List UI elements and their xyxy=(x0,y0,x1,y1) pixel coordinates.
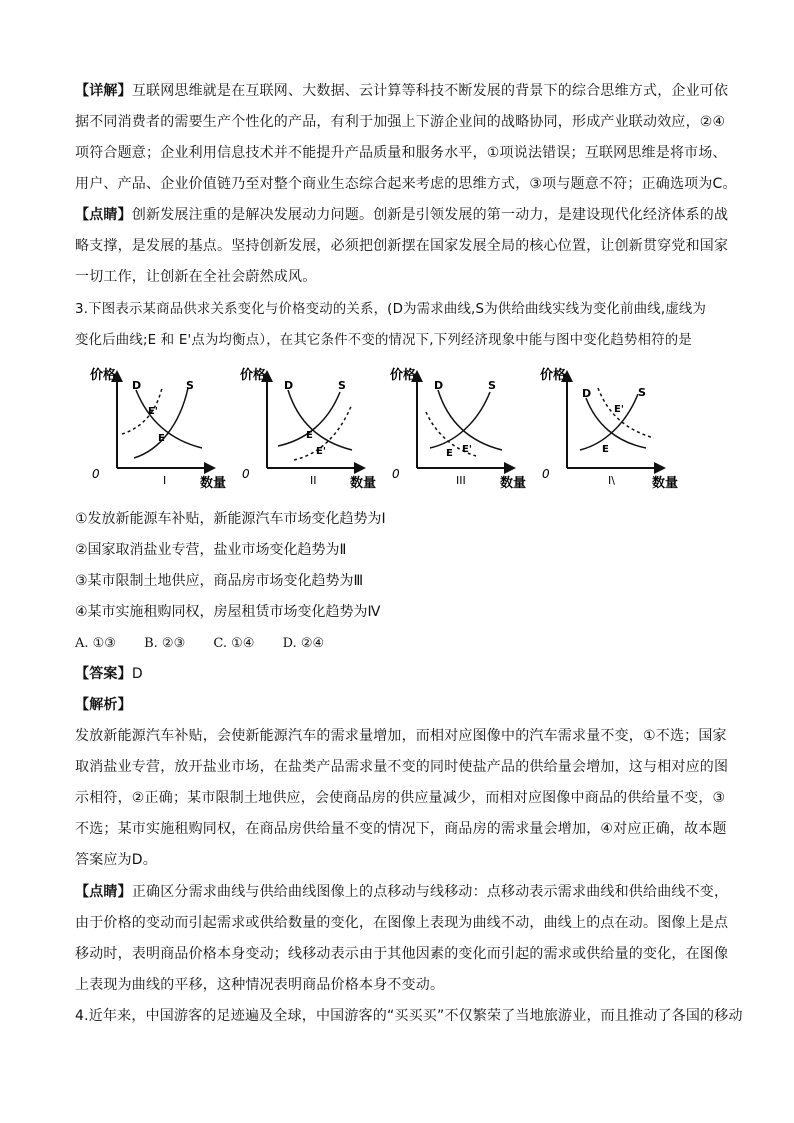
explanation-line-2: 据不同消费者的需要生产个性化的产品，有利于加强上下游企业间的战略协同，形成产业联动效应，②④ xyxy=(75,114,726,130)
choice-d: D. ②④ xyxy=(282,636,325,651)
graph-1-price-label: 价格 xyxy=(90,368,117,383)
graph-2-e-label: E xyxy=(306,430,313,441)
graph-4 xyxy=(540,367,678,491)
analysis-line-1: 发放新能源汽车补贴，会使新能源汽车的需求量增加，而相对应图像中的汽车需求量不变，①不选；国家 xyxy=(75,728,727,744)
graph-2-price-label: 价格 xyxy=(240,368,267,383)
answer-tag: 【答案】 xyxy=(75,666,132,682)
comment2-line-3: 移动时，表明商品价格本身变动；线移动表示由于其他因素的变化而引起的需求或供给量的变化，在图像 xyxy=(75,946,729,962)
analysis-tag: 【解析】 xyxy=(75,697,132,713)
comment-line-1: 【点睛】创新发展注重的是解决发展动力问题。创新是引领发展的第一动力，是建设现代化经济体系的战 xyxy=(75,207,729,223)
graph-4-e-prime-label: E' xyxy=(614,404,624,415)
comment-line-3: 一切工作，让创新在全社会蔚然成风。 xyxy=(75,269,317,285)
graph-3-e-label: E xyxy=(446,448,453,459)
graph-3-quantity-label: 数量 xyxy=(500,476,527,491)
graph-1-demand-curve xyxy=(136,390,202,448)
graph-2-s-label: S xyxy=(338,379,346,392)
explanation-tag: 【详解】 xyxy=(75,83,132,99)
comment2-line-4: 上表现为曲线的平移，这种情况表明商品价格本身不变动。 xyxy=(75,977,445,993)
graph-4-s-label: S xyxy=(638,386,646,399)
question-3-line-1: 3.下图表示某商品供求关系变化与价格变动的关系，(D为需求曲线,S为供给曲线实线为变化前曲线,虚线为 xyxy=(75,302,707,317)
statement-1: ①发放新能源车补贴，新能源汽车市场变化趋势为Ⅰ xyxy=(75,511,386,527)
graph-1-supply-curve xyxy=(134,388,188,458)
graph-1-origin: 0 xyxy=(92,467,100,481)
statement-3: ③某市限制土地供应，商品房市场变化趋势为Ⅲ xyxy=(75,573,364,589)
supply-demand-graphs xyxy=(90,364,710,494)
answer-value: D xyxy=(131,666,143,682)
choice-c: C. ①④ xyxy=(213,636,255,651)
graph-3-d-label: D xyxy=(434,379,444,392)
analysis-line-4: 不选；某市实施租购同权，在商品房供给量不变的情况下，商品房的需求量会增加，④对应正确，故本题 xyxy=(75,821,727,837)
graph-3-price-label: 价格 xyxy=(390,368,417,383)
graph-3 xyxy=(390,367,526,491)
graph-2-quantity-label: 数量 xyxy=(350,476,377,491)
question-4-line-1: 4.近年来，中国游客的足迹遍及全球，中国游客的“买买买”不仅繁荣了当地旅游业，而且推动了各国的移动 xyxy=(75,1008,743,1024)
question-3-line-2: 变化后曲线;E 和 E'点为均衡点），在其它条件不变的情况下,下列经济现象中能与图中变化趋势相符的是 xyxy=(75,333,692,348)
choice-b: B. ②③ xyxy=(144,636,186,651)
analysis-line-3: 示相符，②正确；某市限制土地供应，会使商品房的供应量减少，而相对应图像中商品的供给量不变，③ xyxy=(75,790,726,806)
graph-2-e-prime-label: E' xyxy=(316,446,326,457)
graph-2-d-label: D xyxy=(284,379,294,392)
graph-3-origin: 0 xyxy=(392,467,400,481)
comment2-tag: 【点睛】 xyxy=(75,884,132,900)
graph-4-price-label: 价格 xyxy=(540,368,567,383)
comment2-line-2: 由于价格的变动而引起需求或供给数量的变化，在图像上表现为曲线不动，曲线上的点在动。图像上是点 xyxy=(75,915,729,931)
graph-1-e-prime-label: E' xyxy=(148,406,158,417)
graph-1 xyxy=(90,367,226,491)
analysis-line-2: 取消盐业专营，放开盐业市场，在盐类产品需求量不变的同时使盐产品的供给量会增加，这与相对应的图 xyxy=(75,759,729,775)
graph-4-quantity-label: 数量 xyxy=(652,476,679,491)
analysis-line-5: 答案应为D。 xyxy=(75,852,157,868)
graph-4-numeral: I\ xyxy=(608,474,615,487)
statement-4: ④某市实施租购同权，房屋租赁市场变化趋势为Ⅳ xyxy=(75,604,381,620)
graph-1-quantity-label: 数量 xyxy=(200,476,227,491)
explanation-line-3: 项符合题意；企业利用信息技术并不能提升产品质量和服务水平，①项说法错误；互联网思维是将市场、 xyxy=(75,145,727,161)
explanation-line-4: 用户、产品、企业价值链乃至对整个商业生态综合起来考虑的思维方式，③项与题意不符；正确选项为C。 xyxy=(75,176,737,192)
graph-1-d-label: D xyxy=(132,379,142,392)
answer-line xyxy=(75,659,735,690)
graph-1-numeral: I xyxy=(163,474,167,487)
answer-choices xyxy=(75,628,348,659)
comment2-line-1: 【点睛】正确区分需求曲线与供给曲线图像上的点移动与线移动：点移动表示需求曲线和供给曲线不变， xyxy=(75,884,729,900)
graph-2-numeral: II xyxy=(310,474,317,487)
graph-1-e-label: E xyxy=(158,433,165,444)
graph-1-s-label: S xyxy=(186,379,194,392)
graph-4-supply-curve xyxy=(580,394,638,450)
graph-3-e-prime-label: E' xyxy=(462,444,472,455)
explanation-line-1: 【详解】互联网思维就是在互联网、大数据、云计算等科技不断发展的背景下的综合思维方式，企业可依 xyxy=(75,83,729,99)
choice-a: A. ①③ xyxy=(75,636,116,651)
graph-2-origin: 0 xyxy=(242,467,250,481)
comment-line-2: 略支撑，是发展的基点。坚持创新发展，必须把创新摆在国家发展全局的核心位置，让创新贯穿党和国家 xyxy=(75,238,729,254)
graph-2 xyxy=(240,367,376,491)
graph-4-origin: 0 xyxy=(542,467,550,481)
graph-2-demand-curve xyxy=(288,390,352,450)
graph-4-e-label: E xyxy=(602,444,609,455)
statement-2: ②国家取消盐业专营，盐业市场变化趋势为Ⅱ xyxy=(75,542,347,558)
graph-4-d-label: D xyxy=(582,387,592,400)
comment-tag: 【点睛】 xyxy=(75,207,132,223)
graph-3-numeral: III xyxy=(456,474,466,487)
graph-3-s-label: S xyxy=(488,379,496,392)
graph-3-supply-curve xyxy=(430,392,490,448)
